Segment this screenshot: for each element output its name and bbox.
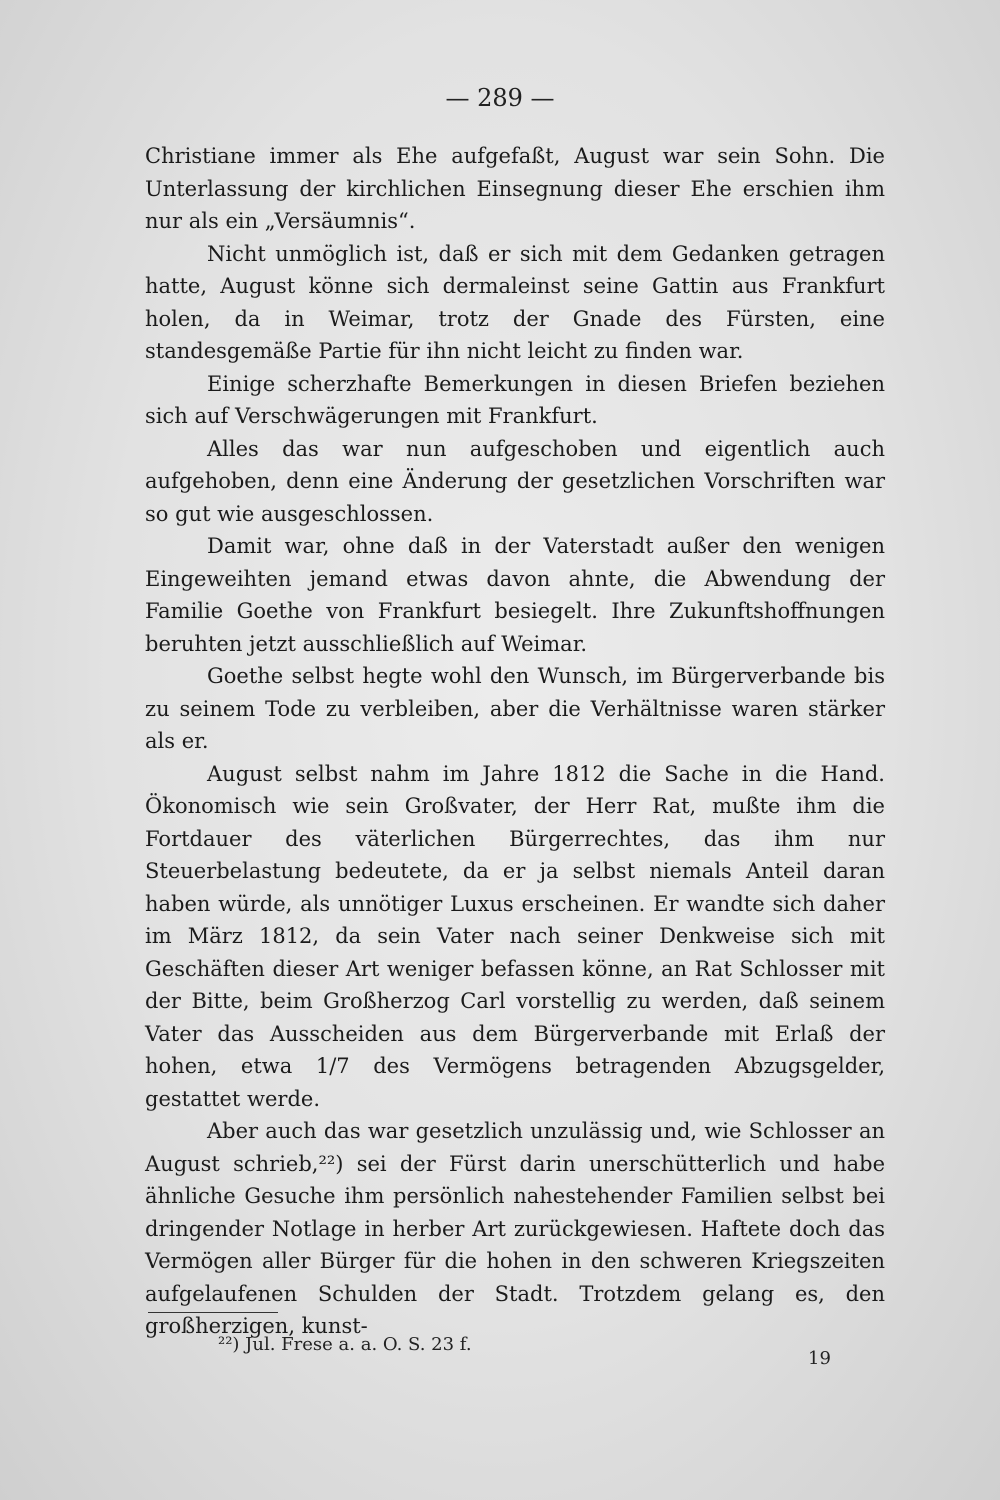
paragraph-6: Goethe selbst hegte wohl den Wunsch, im Bürgerverbande bis zu seinem Tode zu verbleiben, aber die Verhältnisse waren stärker als er. [145, 664, 885, 753]
paragraph-3: Einige scherzhafte Bemerkungen in diesen Briefen beziehen sich auf Verschwägerungen mit Frankfurt. [145, 371, 885, 428]
paragraph-1: Christiane immer als Ehe aufgefaßt, August war sein Sohn. Die Unterlassung der kirchlichen Einsegnung dieser Ehe erschien ihm nur als ein „Versäumnis“. [145, 144, 885, 233]
paragraph-8: Aber auch das war gesetzlich unzulässig und, wie Schlosser an August schrieb,²²) sei der Fürst darin unerschütterlich und habe ähnliche Gesuche ihm persönlich nahestehender Familien selbst bei dringender Notlage in herber Art zurückgewiesen. Haftete doch das Vermögen aller Bürger für die hohen in den schweren Kriegszeiten aufgelaufenen Schulden der Stadt. Trotzdem gelang es, den großherzigen, kunst- [145, 1119, 885, 1338]
body-text [145, 140, 885, 1343]
paragraph-4: Alles das war nun aufgeschoben und eigentlich auch aufgehoben, denn eine Änderung der gesetzlichen Vorschriften war so gut wie ausgeschlossen. [145, 436, 885, 526]
page-number: — 289 — [445, 84, 555, 112]
paragraph-2: Nicht unmöglich ist, daß er sich mit dem Gedanken getragen hatte, August könne sich dermaleinst seine Gattin aus Frankfurt holen, da in Weimar, trotz der Gnade des Fürsten, eine standesgemäße Partie für ihn nicht leicht zu finden war. [145, 241, 885, 363]
footnote-divider [148, 1312, 278, 1313]
printer-signature-mark: 19 [808, 1348, 831, 1369]
paragraph-5: Damit war, ohne daß in der Vaterstadt außer den wenigen Eingeweihten jemand etwas davon ahnte, die Abwendung der Familie Goethe von Frankfurt besiegelt. Ihre Zukunftshoffnungen beruhten jetzt ausschließlich auf Weimar. [145, 534, 885, 656]
footnote: ²²) Jul. Frese a. a. O. S. 23 f. [218, 1334, 472, 1355]
paragraph-7: August selbst nahm im Jahre 1812 die Sache in die Hand. Ökonomisch wie sein Großvater, der Herr Rat, mußte ihm die Fortdauer des väterlichen Bürgerrechtes, das ihm nur Steuerbelastung bedeutete, da er ja selbst niemals Anteil daran haben würde, als unnötiger Luxus erscheinen. Er wandte sich daher im März 1812, da sein Vater nach seiner Denkweise sich mit Geschäften dieser Art weniger befassen könne, an Rat Schlosser mit der Bitte, beim Großherzog Carl vorstellig zu werden, daß seinem Vater das Ausscheiden aus dem Bürgerverbande mit Erlaß der hohen, etwa 1/7 des Vermögens betragenden Abzugsgelder, gestattet werde. [145, 761, 885, 1111]
